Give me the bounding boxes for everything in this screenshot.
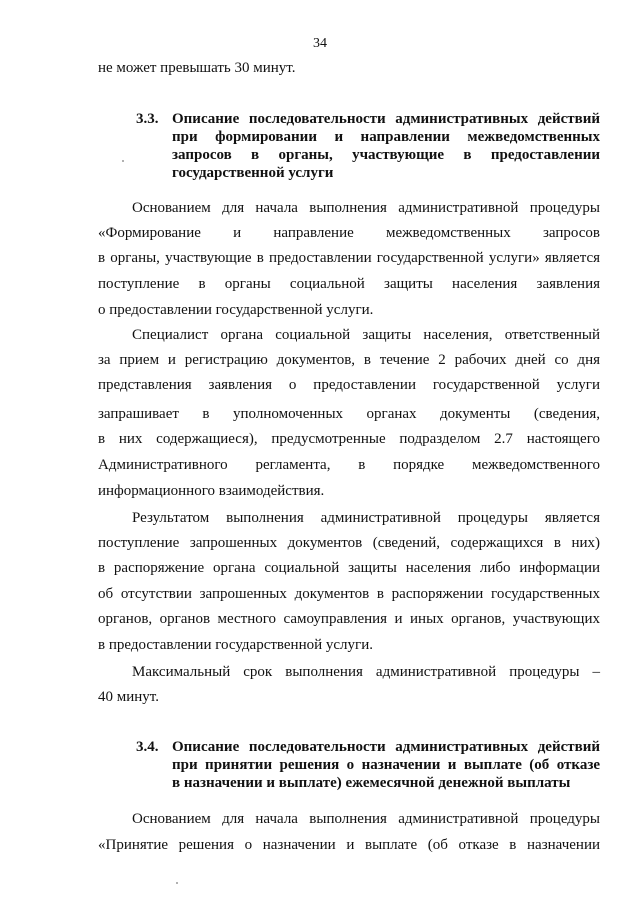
text-line: «Формирование и направление межведомственных запросов	[98, 225, 600, 241]
section-number: 3.4.	[136, 739, 159, 755]
text-line: Административного регламента, в порядке межведомственного	[98, 457, 600, 473]
text-line: в распоряжение органа социальной защиты населения либо информации	[98, 560, 600, 576]
text-line: информационного взаимодействия.	[98, 483, 325, 499]
section-title-line: в назначении и выплате) ежемесячной денежной выплаты	[172, 775, 571, 791]
page-number: 34	[313, 36, 327, 51]
text-line: поступление запрошенных документов (сведений, содержащихся в них)	[98, 535, 600, 551]
section-title-line: запросов в органы, участвующие в предоставлении	[172, 147, 600, 163]
text-line: поступление в органы социальной защиты населения заявления	[98, 276, 600, 292]
scan-speck	[176, 882, 178, 884]
text-line: Основанием для начала выполнения административной процедуры	[132, 811, 600, 827]
text-line: 40 минут.	[98, 689, 159, 705]
section-title-line: Описание последовательности административных действий	[172, 739, 600, 755]
text-line: об отсутствии запрошенных документов в распоряжении государственных	[98, 586, 600, 602]
scan-speck	[122, 160, 124, 162]
section-title-line: Описание последовательности административных действий	[172, 111, 600, 127]
text-line: в предоставлении государственной услуги.	[98, 637, 373, 653]
text-line: Результатом выполнения административной процедуры является	[132, 510, 600, 526]
text-line: Максимальный срок выполнения административной процедуры –	[132, 664, 600, 680]
section-number: 3.3.	[136, 111, 159, 127]
text-line: за прием и регистрацию документов, в течение 2 рабочих дней со дня	[98, 352, 600, 368]
text-line: не может превышать 30 минут.	[98, 60, 296, 76]
section-title-line: государственной услуги	[172, 165, 334, 181]
section-title-line: при принятии решения о назначении и выплате (об отказе	[172, 757, 600, 773]
text-line: о предоставлении государственной услуги.	[98, 302, 374, 318]
text-line: «Принятие решения о назначении и выплате (об отказе в назначении	[98, 837, 600, 853]
text-line: запрашивает в уполномоченных органах документы (сведения,	[98, 406, 600, 422]
section-title-line: при формировании и направлении межведомственных	[172, 129, 600, 145]
text-line: представления заявления о предоставлении государственной услуги	[98, 377, 600, 393]
text-line: Основанием для начала выполнения административной процедуры	[132, 200, 600, 216]
text-line: Специалист органа социальной защиты населения, ответственный	[132, 327, 600, 343]
text-line: органов, органов местного самоуправления и иных органов, участвующих	[98, 611, 600, 627]
text-line: в органы, участвующие в предоставлении государственной услуги» является	[98, 250, 600, 266]
text-line: в них содержащиеся), предусмотренные подразделом 2.7 настоящего	[98, 431, 600, 447]
